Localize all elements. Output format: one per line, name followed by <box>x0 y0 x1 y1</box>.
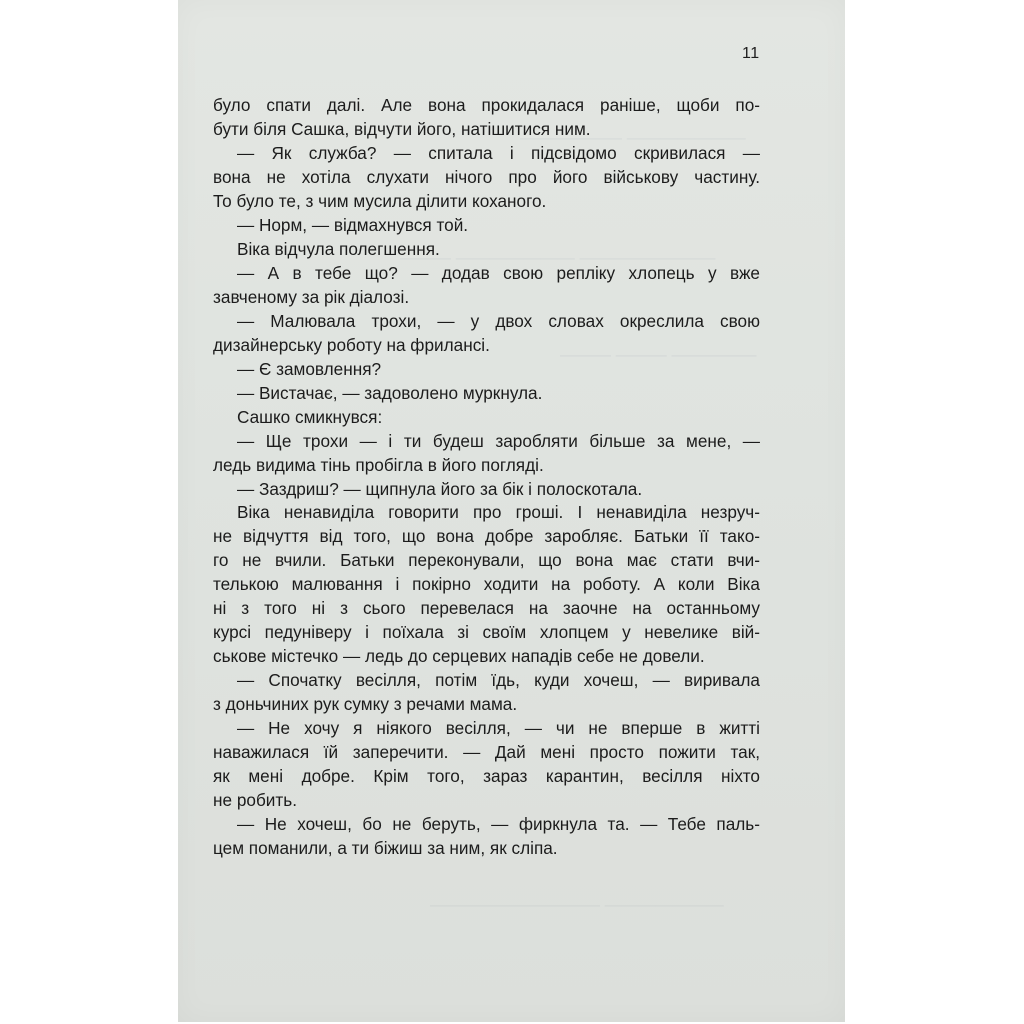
text-line: — Є замовлення? <box>237 358 382 379</box>
text-line: — Не хочу я ніякого весілля, — чи не вперше в житті <box>237 718 760 739</box>
text-line: наважилася їй заперечити. — Дай мені просто пожити так, <box>213 742 760 763</box>
text-line: — Ще трохи — і ти будеш заробляти більше за мене, — <box>237 430 760 451</box>
text-line: не робить. <box>213 790 297 811</box>
bleed-through-text: ——————— —————————— <box>430 895 724 914</box>
text-line: як мені добре. Крім того, зараз карантин, весілля ніхто <box>213 766 760 787</box>
text-line: дизайнерську роботу на фрилансі. <box>213 334 490 355</box>
text-line: — Норм, — відмахнувся той. <box>237 214 469 235</box>
text-line: — А в тебе що? — додав свою репліку хлопець у вже <box>237 262 760 283</box>
text-line: ськове містечко — ледь до серцевих нападів себе не довели. <box>213 646 705 667</box>
text-line: Віка відчула полегшення. <box>237 238 440 259</box>
text-line: ні з того ні з сього перевелася на заочне на останньому <box>213 598 760 619</box>
text-line: телькою малювання і покірно ходити на роботу. А коли Віка <box>213 574 760 595</box>
text-line: — Заздриш? — щипнула його за бік і полоскотала. <box>237 478 643 499</box>
page-number: 11 <box>742 45 760 62</box>
text-line: То було те, з чим мусила ділити коханого. <box>213 190 547 211</box>
text-line: — Вистачає, — задоволено муркнула. <box>237 382 543 403</box>
text-line: — Як служба? — спитала і підсвідомо скривилася — <box>237 142 760 163</box>
text-line: цем поманили, а ти біжиш за ним, як сліпа. <box>213 838 558 859</box>
text-line: — Спочатку весілля, потім їдь, куди хочеш, — виривала <box>237 670 760 691</box>
text-line: Сашко смикнувся: <box>237 406 383 427</box>
body-text <box>213 94 760 861</box>
bleed-through-text: ———————— ——————— ——— <box>400 248 716 267</box>
text-line: курсі педуніверу і поїхала зі своїм хлопцем у невелике вій- <box>213 622 760 643</box>
text-line: завченому за рік діалозі. <box>213 286 410 307</box>
text-line: — Не хочеш, бо не беруть, — фиркнула та. — Тебе паль- <box>237 814 760 835</box>
text-line: вона не хотіла слухати нічого про його військову частину. <box>213 166 760 187</box>
bleed-through-text: ————— ——— ——— <box>560 345 757 364</box>
bleed-through-text: ——————— —————— <box>520 128 746 147</box>
text-line: ледь видима тінь пробігла в його погляді. <box>213 454 544 475</box>
text-line: з доньчиних рук сумку з речами мама. <box>213 694 518 715</box>
text-line: було спати далі. Але вона прокидалася раніше, щоби по- <box>213 95 760 115</box>
text-line: не відчуття від того, що вона добре заробляє. Батьки її тако- <box>213 526 760 547</box>
text-line: бути біля Сашка, відчути його, натішитися ним. <box>213 118 591 139</box>
text-line: — Малювала трохи, — у двох словах окреслила свою <box>237 310 760 331</box>
text-line: го не вчили. Батьки переконували, що вона має стати вчи- <box>213 550 760 571</box>
text-line: Віка ненавиділа говорити про гроші. І ненавиділа незруч- <box>237 502 760 523</box>
